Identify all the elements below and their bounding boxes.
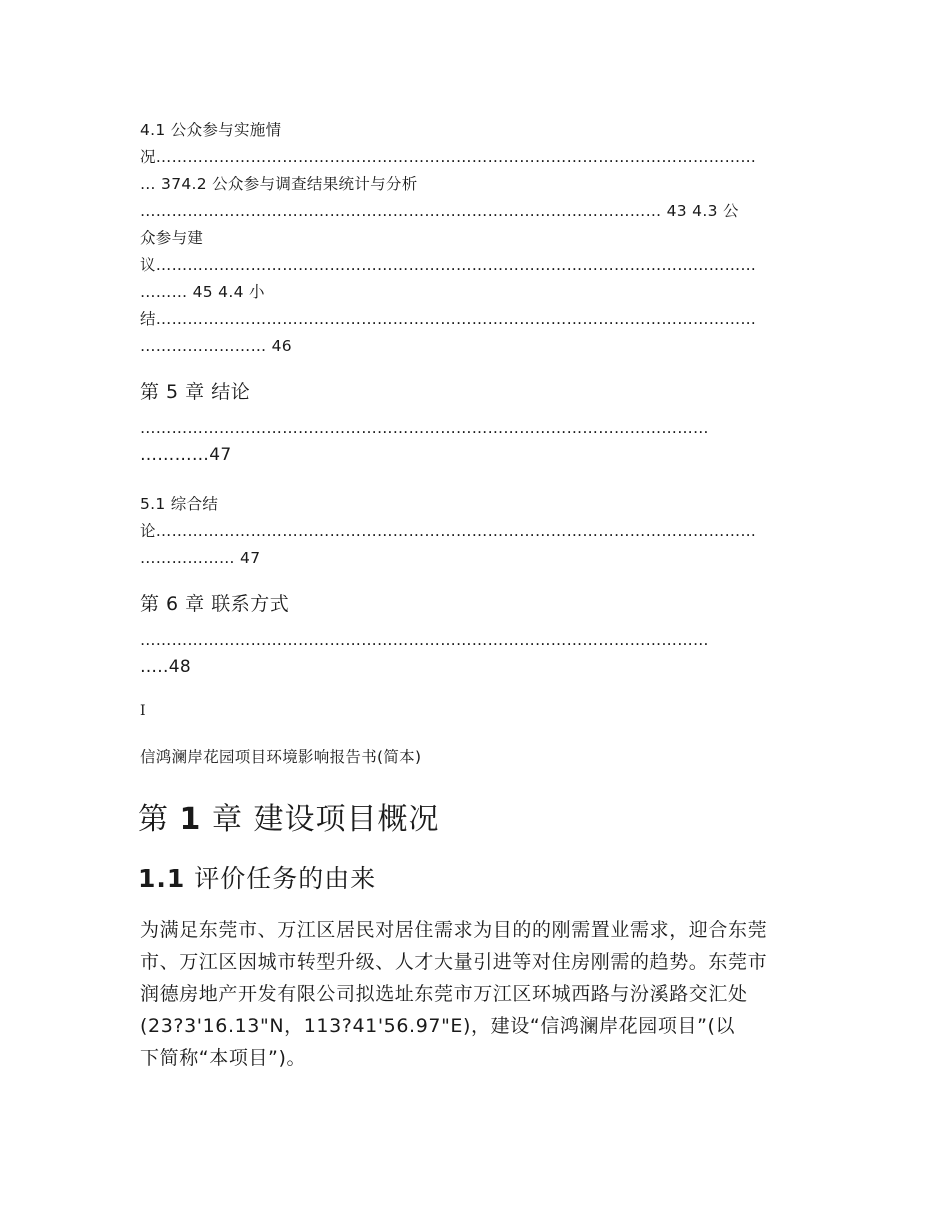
paragraph-line: 市、万江区因城市转型升级、人才大量引进等对住房刚需的趋势。东莞市 xyxy=(140,951,768,973)
toc-page-ref: …..48 xyxy=(140,657,191,677)
toc-line: …………………… 46 xyxy=(140,337,292,355)
toc-line: 议…………………………………………………………………………………………………… xyxy=(140,256,757,274)
toc-chapter-6: 第 6 章 联系方式 xyxy=(140,593,290,615)
running-header: 信鸿澜岸花园项目环境影响报告书(简本) xyxy=(140,748,422,766)
toc-dots: ……………………………………………………………………………………………… xyxy=(140,631,709,649)
toc-line: 况…………………………………………………………………………………………………… xyxy=(140,148,757,166)
toc-chapter-5: 第 5 章 结论 xyxy=(140,381,251,403)
chapter-title: 章 建设项目概况 xyxy=(201,802,440,837)
page-number: I xyxy=(140,703,146,719)
chapter-prefix: 第 xyxy=(138,802,180,837)
paragraph-line: 为满足东莞市、万江区居民对居住需求为目的的刚需置业需求，迎合东莞 xyxy=(140,919,768,941)
chapter-heading xyxy=(138,794,440,838)
toc-line: ……… 45 4.4 小 xyxy=(140,283,265,301)
toc-section-5-1: 5.1 综合结 xyxy=(140,495,219,513)
chapter-number: 1 xyxy=(179,802,202,837)
paragraph-line: 下简称“本项目”)。 xyxy=(140,1047,307,1069)
toc-line: 4.1 公众参与实施情 xyxy=(140,121,282,139)
paragraph-line: 润德房地产开发有限公司拟选址东莞市万江区环城西路与汾溪路交汇处 xyxy=(140,983,748,1005)
toc-line: 众参与建 xyxy=(140,229,204,247)
paragraph-line: (23?3'16.13"N，113?41'56.97"E)，建设“信鸿澜岸花园项目”(以 xyxy=(140,1015,736,1037)
toc-dots: ……………………………………………………………………………………………… xyxy=(140,419,709,437)
toc-page-ref: …………47 xyxy=(140,445,232,465)
section-heading xyxy=(138,859,376,895)
section-number: 1.1 xyxy=(138,864,186,893)
toc-line: 结…………………………………………………………………………………………………… xyxy=(140,310,757,328)
toc-line: … 374.2 公众参与调查结果统计与分析 xyxy=(140,175,418,193)
section-title: 评价任务的由来 xyxy=(185,864,377,893)
toc-line: ……………………………………………………………………………………… 43 4.3 公 xyxy=(140,202,739,220)
toc-dots: 论…………………………………………………………………………………………………… xyxy=(140,522,757,540)
body-paragraph xyxy=(140,914,820,1074)
toc-page-ref: ……………… 47 xyxy=(140,549,261,567)
